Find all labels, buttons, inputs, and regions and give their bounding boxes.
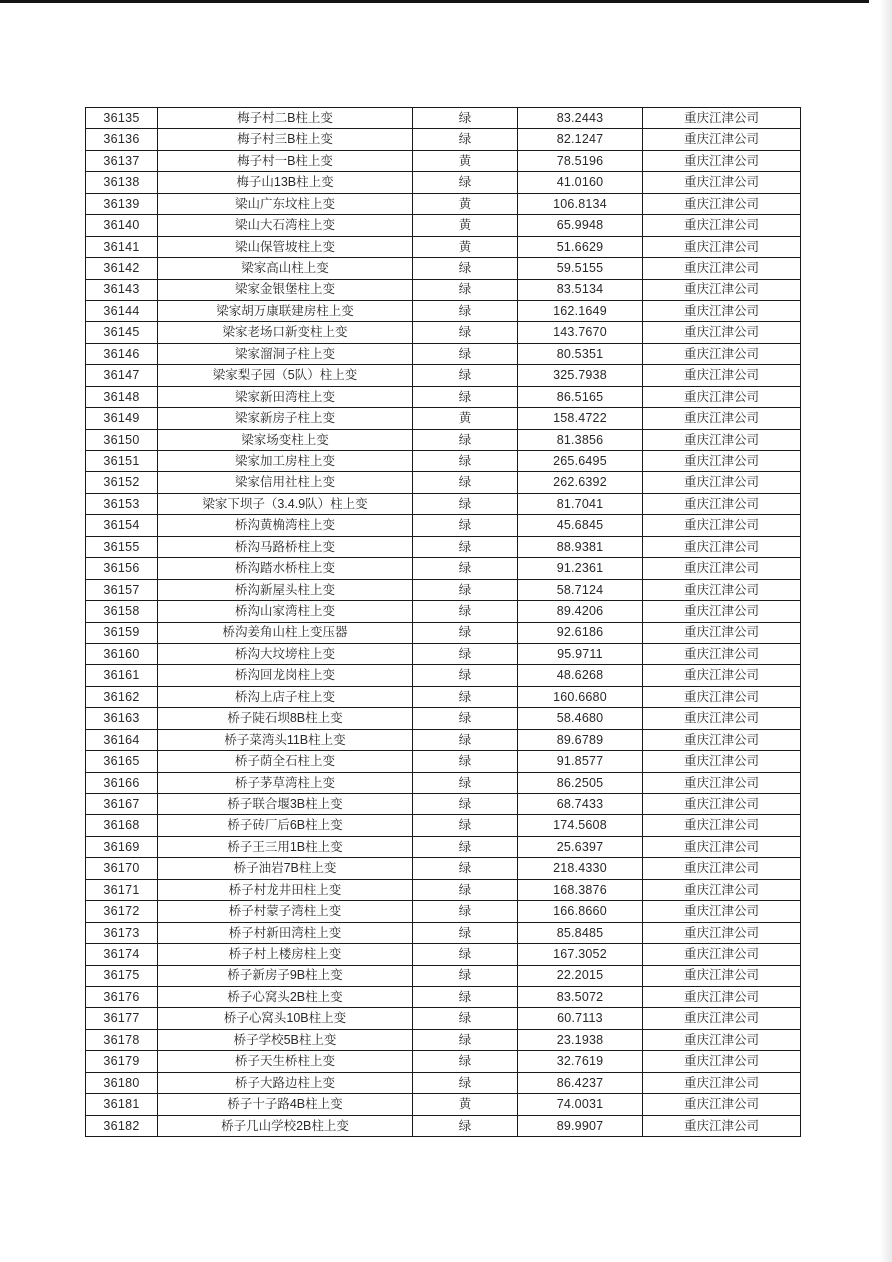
name-cell: 桥子村新田湾柱上变 bbox=[158, 922, 413, 943]
status-cell: 绿 bbox=[413, 579, 518, 600]
row-id-cell: 36155 bbox=[86, 536, 158, 557]
name-cell: 桥子王三用1B柱上变 bbox=[158, 836, 413, 857]
row-id-cell: 36135 bbox=[86, 108, 158, 129]
table-row bbox=[86, 536, 801, 557]
table-row bbox=[86, 236, 801, 257]
name-cell: 梁山保管坡柱上变 bbox=[158, 236, 413, 257]
row-id-cell: 36171 bbox=[86, 879, 158, 900]
table-row bbox=[86, 300, 801, 321]
table-row bbox=[86, 665, 801, 686]
company-cell: 重庆江津公司 bbox=[643, 236, 801, 257]
value-cell: 86.5165 bbox=[518, 386, 643, 407]
value-cell: 32.7619 bbox=[518, 1051, 643, 1072]
name-cell: 梁家老场口新变柱上变 bbox=[158, 322, 413, 343]
status-cell: 绿 bbox=[413, 129, 518, 150]
row-id-cell: 36148 bbox=[86, 386, 158, 407]
table-row bbox=[86, 815, 801, 836]
row-id-cell: 36137 bbox=[86, 150, 158, 171]
name-cell: 梁家加工房柱上变 bbox=[158, 451, 413, 472]
status-cell: 绿 bbox=[413, 922, 518, 943]
name-cell: 梁家胡万康联建房柱上变 bbox=[158, 300, 413, 321]
row-id-cell: 36181 bbox=[86, 1094, 158, 1115]
name-cell: 桥沟新屋头柱上变 bbox=[158, 579, 413, 600]
status-cell: 绿 bbox=[413, 472, 518, 493]
row-id-cell: 36138 bbox=[86, 172, 158, 193]
company-cell: 重庆江津公司 bbox=[643, 579, 801, 600]
name-cell: 桥子菜湾头11B柱上变 bbox=[158, 729, 413, 750]
name-cell: 桥子陡石坝8B柱上变 bbox=[158, 708, 413, 729]
row-id-cell: 36145 bbox=[86, 322, 158, 343]
company-cell: 重庆江津公司 bbox=[643, 300, 801, 321]
row-id-cell: 36178 bbox=[86, 1029, 158, 1050]
name-cell: 桥子心窝头2B柱上变 bbox=[158, 986, 413, 1007]
company-cell: 重庆江津公司 bbox=[643, 536, 801, 557]
row-id-cell: 36142 bbox=[86, 258, 158, 279]
table-row bbox=[86, 622, 801, 643]
status-cell: 绿 bbox=[413, 300, 518, 321]
status-cell: 绿 bbox=[413, 772, 518, 793]
value-cell: 166.8660 bbox=[518, 901, 643, 922]
value-cell: 167.3052 bbox=[518, 944, 643, 965]
table-row bbox=[86, 515, 801, 536]
name-cell: 桥沟姜角山柱上变压器 bbox=[158, 622, 413, 643]
name-cell: 桥沟马路桥柱上变 bbox=[158, 536, 413, 557]
row-id-cell: 36160 bbox=[86, 643, 158, 664]
value-cell: 89.4206 bbox=[518, 601, 643, 622]
name-cell: 桥子大路边柱上变 bbox=[158, 1072, 413, 1093]
name-cell: 桥子新房子9B柱上变 bbox=[158, 965, 413, 986]
company-cell: 重庆江津公司 bbox=[643, 472, 801, 493]
table-row bbox=[86, 1115, 801, 1136]
company-cell: 重庆江津公司 bbox=[643, 965, 801, 986]
company-cell: 重庆江津公司 bbox=[643, 836, 801, 857]
company-cell: 重庆江津公司 bbox=[643, 343, 801, 364]
value-cell: 68.7433 bbox=[518, 794, 643, 815]
value-cell: 262.6392 bbox=[518, 472, 643, 493]
row-id-cell: 36166 bbox=[86, 772, 158, 793]
company-cell: 重庆江津公司 bbox=[643, 322, 801, 343]
value-cell: 162.1649 bbox=[518, 300, 643, 321]
table-row bbox=[86, 729, 801, 750]
status-cell: 绿 bbox=[413, 108, 518, 129]
status-cell: 绿 bbox=[413, 686, 518, 707]
value-cell: 158.4722 bbox=[518, 408, 643, 429]
value-cell: 45.6845 bbox=[518, 515, 643, 536]
row-id-cell: 36177 bbox=[86, 1008, 158, 1029]
row-id-cell: 36164 bbox=[86, 729, 158, 750]
table-row bbox=[86, 1008, 801, 1029]
name-cell: 梁家新房子柱上变 bbox=[158, 408, 413, 429]
value-cell: 160.6680 bbox=[518, 686, 643, 707]
row-id-cell: 36170 bbox=[86, 858, 158, 879]
table-row bbox=[86, 772, 801, 793]
table-row bbox=[86, 686, 801, 707]
row-id-cell: 36139 bbox=[86, 193, 158, 214]
company-cell: 重庆江津公司 bbox=[643, 1008, 801, 1029]
row-id-cell: 36152 bbox=[86, 472, 158, 493]
status-cell: 绿 bbox=[413, 601, 518, 622]
row-id-cell: 36151 bbox=[86, 451, 158, 472]
status-cell: 绿 bbox=[413, 965, 518, 986]
name-cell: 梅子山13B柱上变 bbox=[158, 172, 413, 193]
name-cell: 桥子油岩7B柱上变 bbox=[158, 858, 413, 879]
row-id-cell: 36162 bbox=[86, 686, 158, 707]
company-cell: 重庆江津公司 bbox=[643, 922, 801, 943]
company-cell: 重庆江津公司 bbox=[643, 1094, 801, 1115]
value-cell: 41.0160 bbox=[518, 172, 643, 193]
company-cell: 重庆江津公司 bbox=[643, 1115, 801, 1136]
table-row bbox=[86, 429, 801, 450]
table-row bbox=[86, 601, 801, 622]
name-cell: 梁家高山柱上变 bbox=[158, 258, 413, 279]
row-id-cell: 36179 bbox=[86, 1051, 158, 1072]
value-cell: 48.6268 bbox=[518, 665, 643, 686]
company-cell: 重庆江津公司 bbox=[643, 665, 801, 686]
value-cell: 265.6495 bbox=[518, 451, 643, 472]
row-id-cell: 36147 bbox=[86, 365, 158, 386]
table-row bbox=[86, 1094, 801, 1115]
value-cell: 25.6397 bbox=[518, 836, 643, 857]
company-cell: 重庆江津公司 bbox=[643, 172, 801, 193]
table-row bbox=[86, 901, 801, 922]
company-cell: 重庆江津公司 bbox=[643, 1072, 801, 1093]
row-id-cell: 36176 bbox=[86, 986, 158, 1007]
name-cell: 桥子联合堰3B柱上变 bbox=[158, 794, 413, 815]
status-cell: 绿 bbox=[413, 879, 518, 900]
table-row bbox=[86, 558, 801, 579]
status-cell: 绿 bbox=[413, 708, 518, 729]
row-id-cell: 36182 bbox=[86, 1115, 158, 1136]
name-cell: 梅子村三B柱上变 bbox=[158, 129, 413, 150]
status-cell: 绿 bbox=[413, 322, 518, 343]
status-cell: 绿 bbox=[413, 451, 518, 472]
table-row bbox=[86, 129, 801, 150]
status-cell: 绿 bbox=[413, 665, 518, 686]
company-cell: 重庆江津公司 bbox=[643, 493, 801, 514]
row-id-cell: 36157 bbox=[86, 579, 158, 600]
name-cell: 桥子村上楼房柱上变 bbox=[158, 944, 413, 965]
company-cell: 重庆江津公司 bbox=[643, 515, 801, 536]
name-cell: 梅子村一B柱上变 bbox=[158, 150, 413, 171]
company-cell: 重庆江津公司 bbox=[643, 643, 801, 664]
status-cell: 黄 bbox=[413, 150, 518, 171]
table-row bbox=[86, 1029, 801, 1050]
table-row bbox=[86, 279, 801, 300]
value-cell: 83.5134 bbox=[518, 279, 643, 300]
scan-top-edge-line bbox=[0, 0, 869, 3]
row-id-cell: 36156 bbox=[86, 558, 158, 579]
row-id-cell: 36168 bbox=[86, 815, 158, 836]
status-cell: 绿 bbox=[413, 794, 518, 815]
status-cell: 绿 bbox=[413, 1072, 518, 1093]
table-row bbox=[86, 322, 801, 343]
status-cell: 绿 bbox=[413, 751, 518, 772]
status-cell: 绿 bbox=[413, 493, 518, 514]
table-row bbox=[86, 986, 801, 1007]
value-cell: 91.8577 bbox=[518, 751, 643, 772]
status-cell: 绿 bbox=[413, 858, 518, 879]
company-cell: 重庆江津公司 bbox=[643, 215, 801, 236]
row-id-cell: 36163 bbox=[86, 708, 158, 729]
row-id-cell: 36159 bbox=[86, 622, 158, 643]
status-cell: 绿 bbox=[413, 1051, 518, 1072]
name-cell: 梅子村二B柱上变 bbox=[158, 108, 413, 129]
company-cell: 重庆江津公司 bbox=[643, 558, 801, 579]
name-cell: 桥沟黄桷湾柱上变 bbox=[158, 515, 413, 536]
value-cell: 92.6186 bbox=[518, 622, 643, 643]
name-cell: 桥沟上店子柱上变 bbox=[158, 686, 413, 707]
table-row bbox=[86, 172, 801, 193]
name-cell: 梁家信用社柱上变 bbox=[158, 472, 413, 493]
value-cell: 86.2505 bbox=[518, 772, 643, 793]
row-id-cell: 36143 bbox=[86, 279, 158, 300]
status-cell: 绿 bbox=[413, 986, 518, 1007]
row-id-cell: 36174 bbox=[86, 944, 158, 965]
value-cell: 88.9381 bbox=[518, 536, 643, 557]
row-id-cell: 36173 bbox=[86, 922, 158, 943]
value-cell: 85.8485 bbox=[518, 922, 643, 943]
status-cell: 绿 bbox=[413, 429, 518, 450]
name-cell: 桥子砖厂后6B柱上变 bbox=[158, 815, 413, 836]
name-cell: 桥子几山学校2B柱上变 bbox=[158, 1115, 413, 1136]
value-cell: 168.3876 bbox=[518, 879, 643, 900]
row-id-cell: 36172 bbox=[86, 901, 158, 922]
value-cell: 59.5155 bbox=[518, 258, 643, 279]
status-cell: 绿 bbox=[413, 279, 518, 300]
value-cell: 325.7938 bbox=[518, 365, 643, 386]
row-id-cell: 36144 bbox=[86, 300, 158, 321]
row-id-cell: 36150 bbox=[86, 429, 158, 450]
row-id-cell: 36136 bbox=[86, 129, 158, 150]
table-row bbox=[86, 643, 801, 664]
value-cell: 81.3856 bbox=[518, 429, 643, 450]
status-cell: 绿 bbox=[413, 1029, 518, 1050]
name-cell: 梁家下坝子（3.4.9队）柱上变 bbox=[158, 493, 413, 514]
name-cell: 梁家梨子园（5队）柱上变 bbox=[158, 365, 413, 386]
company-cell: 重庆江津公司 bbox=[643, 365, 801, 386]
table-row bbox=[86, 193, 801, 214]
status-cell: 绿 bbox=[413, 815, 518, 836]
table-row bbox=[86, 365, 801, 386]
company-cell: 重庆江津公司 bbox=[643, 794, 801, 815]
row-id-cell: 36158 bbox=[86, 601, 158, 622]
company-cell: 重庆江津公司 bbox=[643, 622, 801, 643]
table-row bbox=[86, 879, 801, 900]
status-cell: 绿 bbox=[413, 365, 518, 386]
value-cell: 60.7113 bbox=[518, 1008, 643, 1029]
company-cell: 重庆江津公司 bbox=[643, 451, 801, 472]
status-cell: 绿 bbox=[413, 1008, 518, 1029]
company-cell: 重庆江津公司 bbox=[643, 1051, 801, 1072]
company-cell: 重庆江津公司 bbox=[643, 108, 801, 129]
status-cell: 黄 bbox=[413, 408, 518, 429]
name-cell: 桥子天生桥柱上变 bbox=[158, 1051, 413, 1072]
table-row bbox=[86, 708, 801, 729]
status-cell: 绿 bbox=[413, 729, 518, 750]
status-cell: 绿 bbox=[413, 643, 518, 664]
value-cell: 81.7041 bbox=[518, 493, 643, 514]
company-cell: 重庆江津公司 bbox=[643, 729, 801, 750]
name-cell: 桥子茅草湾柱上变 bbox=[158, 772, 413, 793]
row-id-cell: 36167 bbox=[86, 794, 158, 815]
company-cell: 重庆江津公司 bbox=[643, 858, 801, 879]
row-id-cell: 36141 bbox=[86, 236, 158, 257]
status-cell: 绿 bbox=[413, 558, 518, 579]
table-row bbox=[86, 150, 801, 171]
row-id-cell: 36165 bbox=[86, 751, 158, 772]
company-cell: 重庆江津公司 bbox=[643, 1029, 801, 1050]
value-cell: 95.9711 bbox=[518, 643, 643, 664]
status-cell: 绿 bbox=[413, 258, 518, 279]
name-cell: 桥沟大坟塝柱上变 bbox=[158, 643, 413, 664]
name-cell: 桥沟山家湾柱上变 bbox=[158, 601, 413, 622]
row-id-cell: 36154 bbox=[86, 515, 158, 536]
value-cell: 143.7670 bbox=[518, 322, 643, 343]
company-cell: 重庆江津公司 bbox=[643, 901, 801, 922]
name-cell: 梁家新田湾柱上变 bbox=[158, 386, 413, 407]
table-row bbox=[86, 944, 801, 965]
row-id-cell: 36169 bbox=[86, 836, 158, 857]
status-cell: 绿 bbox=[413, 836, 518, 857]
company-cell: 重庆江津公司 bbox=[643, 150, 801, 171]
value-cell: 83.2443 bbox=[518, 108, 643, 129]
company-cell: 重庆江津公司 bbox=[643, 751, 801, 772]
value-cell: 51.6629 bbox=[518, 236, 643, 257]
status-cell: 黄 bbox=[413, 236, 518, 257]
company-cell: 重庆江津公司 bbox=[643, 686, 801, 707]
company-cell: 重庆江津公司 bbox=[643, 601, 801, 622]
status-cell: 绿 bbox=[413, 386, 518, 407]
company-cell: 重庆江津公司 bbox=[643, 193, 801, 214]
company-cell: 重庆江津公司 bbox=[643, 708, 801, 729]
name-cell: 梁山大石湾柱上变 bbox=[158, 215, 413, 236]
name-cell: 梁家溜洞子柱上变 bbox=[158, 343, 413, 364]
value-cell: 218.4330 bbox=[518, 858, 643, 879]
company-cell: 重庆江津公司 bbox=[643, 879, 801, 900]
table-row bbox=[86, 965, 801, 986]
company-cell: 重庆江津公司 bbox=[643, 258, 801, 279]
row-id-cell: 36180 bbox=[86, 1072, 158, 1093]
status-cell: 绿 bbox=[413, 343, 518, 364]
table-row bbox=[86, 493, 801, 514]
table-row bbox=[86, 1051, 801, 1072]
value-cell: 174.5608 bbox=[518, 815, 643, 836]
table-row bbox=[86, 215, 801, 236]
row-id-cell: 36175 bbox=[86, 965, 158, 986]
company-cell: 重庆江津公司 bbox=[643, 129, 801, 150]
value-cell: 58.4680 bbox=[518, 708, 643, 729]
scan-right-edge-shade bbox=[880, 0, 892, 1262]
value-cell: 106.8134 bbox=[518, 193, 643, 214]
value-cell: 78.5196 bbox=[518, 150, 643, 171]
name-cell: 桥子十子路4B柱上变 bbox=[158, 1094, 413, 1115]
row-id-cell: 36161 bbox=[86, 665, 158, 686]
name-cell: 桥子心窝头10B柱上变 bbox=[158, 1008, 413, 1029]
value-cell: 23.1938 bbox=[518, 1029, 643, 1050]
status-cell: 绿 bbox=[413, 536, 518, 557]
value-cell: 80.5351 bbox=[518, 343, 643, 364]
transformer-table-body bbox=[86, 108, 801, 1137]
row-id-cell: 36149 bbox=[86, 408, 158, 429]
name-cell: 桥子学校5B柱上变 bbox=[158, 1029, 413, 1050]
status-cell: 绿 bbox=[413, 944, 518, 965]
table-row bbox=[86, 451, 801, 472]
table-row bbox=[86, 408, 801, 429]
table-row bbox=[86, 751, 801, 772]
value-cell: 89.6789 bbox=[518, 729, 643, 750]
value-cell: 82.1247 bbox=[518, 129, 643, 150]
company-cell: 重庆江津公司 bbox=[643, 429, 801, 450]
row-id-cell: 36140 bbox=[86, 215, 158, 236]
table-row bbox=[86, 836, 801, 857]
value-cell: 58.7124 bbox=[518, 579, 643, 600]
value-cell: 65.9948 bbox=[518, 215, 643, 236]
value-cell: 89.9907 bbox=[518, 1115, 643, 1136]
name-cell: 梁山广东坟柱上变 bbox=[158, 193, 413, 214]
status-cell: 黄 bbox=[413, 1094, 518, 1115]
row-id-cell: 36146 bbox=[86, 343, 158, 364]
value-cell: 22.2015 bbox=[518, 965, 643, 986]
value-cell: 83.5072 bbox=[518, 986, 643, 1007]
name-cell: 桥沟回龙岗柱上变 bbox=[158, 665, 413, 686]
table-row bbox=[86, 794, 801, 815]
status-cell: 绿 bbox=[413, 622, 518, 643]
status-cell: 绿 bbox=[413, 901, 518, 922]
status-cell: 绿 bbox=[413, 172, 518, 193]
status-cell: 绿 bbox=[413, 515, 518, 536]
value-cell: 91.2361 bbox=[518, 558, 643, 579]
name-cell: 桥子荫全石柱上变 bbox=[158, 751, 413, 772]
company-cell: 重庆江津公司 bbox=[643, 279, 801, 300]
table-row bbox=[86, 922, 801, 943]
status-cell: 黄 bbox=[413, 193, 518, 214]
name-cell: 桥子村蒙子湾柱上变 bbox=[158, 901, 413, 922]
value-cell: 74.0031 bbox=[518, 1094, 643, 1115]
company-cell: 重庆江津公司 bbox=[643, 815, 801, 836]
table-row bbox=[86, 472, 801, 493]
table-row bbox=[86, 108, 801, 129]
company-cell: 重庆江津公司 bbox=[643, 386, 801, 407]
table-row bbox=[86, 258, 801, 279]
name-cell: 梁家金银堡柱上变 bbox=[158, 279, 413, 300]
transformer-table bbox=[85, 107, 801, 1137]
table-row bbox=[86, 386, 801, 407]
company-cell: 重庆江津公司 bbox=[643, 944, 801, 965]
table-row bbox=[86, 858, 801, 879]
name-cell: 梁家场变柱上变 bbox=[158, 429, 413, 450]
table-row bbox=[86, 579, 801, 600]
company-cell: 重庆江津公司 bbox=[643, 408, 801, 429]
company-cell: 重庆江津公司 bbox=[643, 986, 801, 1007]
row-id-cell: 36153 bbox=[86, 493, 158, 514]
table-row bbox=[86, 343, 801, 364]
company-cell: 重庆江津公司 bbox=[643, 772, 801, 793]
table-row bbox=[86, 1072, 801, 1093]
status-cell: 黄 bbox=[413, 215, 518, 236]
value-cell: 86.4237 bbox=[518, 1072, 643, 1093]
status-cell: 绿 bbox=[413, 1115, 518, 1136]
name-cell: 桥沟踏水桥柱上变 bbox=[158, 558, 413, 579]
name-cell: 桥子村龙井田柱上变 bbox=[158, 879, 413, 900]
